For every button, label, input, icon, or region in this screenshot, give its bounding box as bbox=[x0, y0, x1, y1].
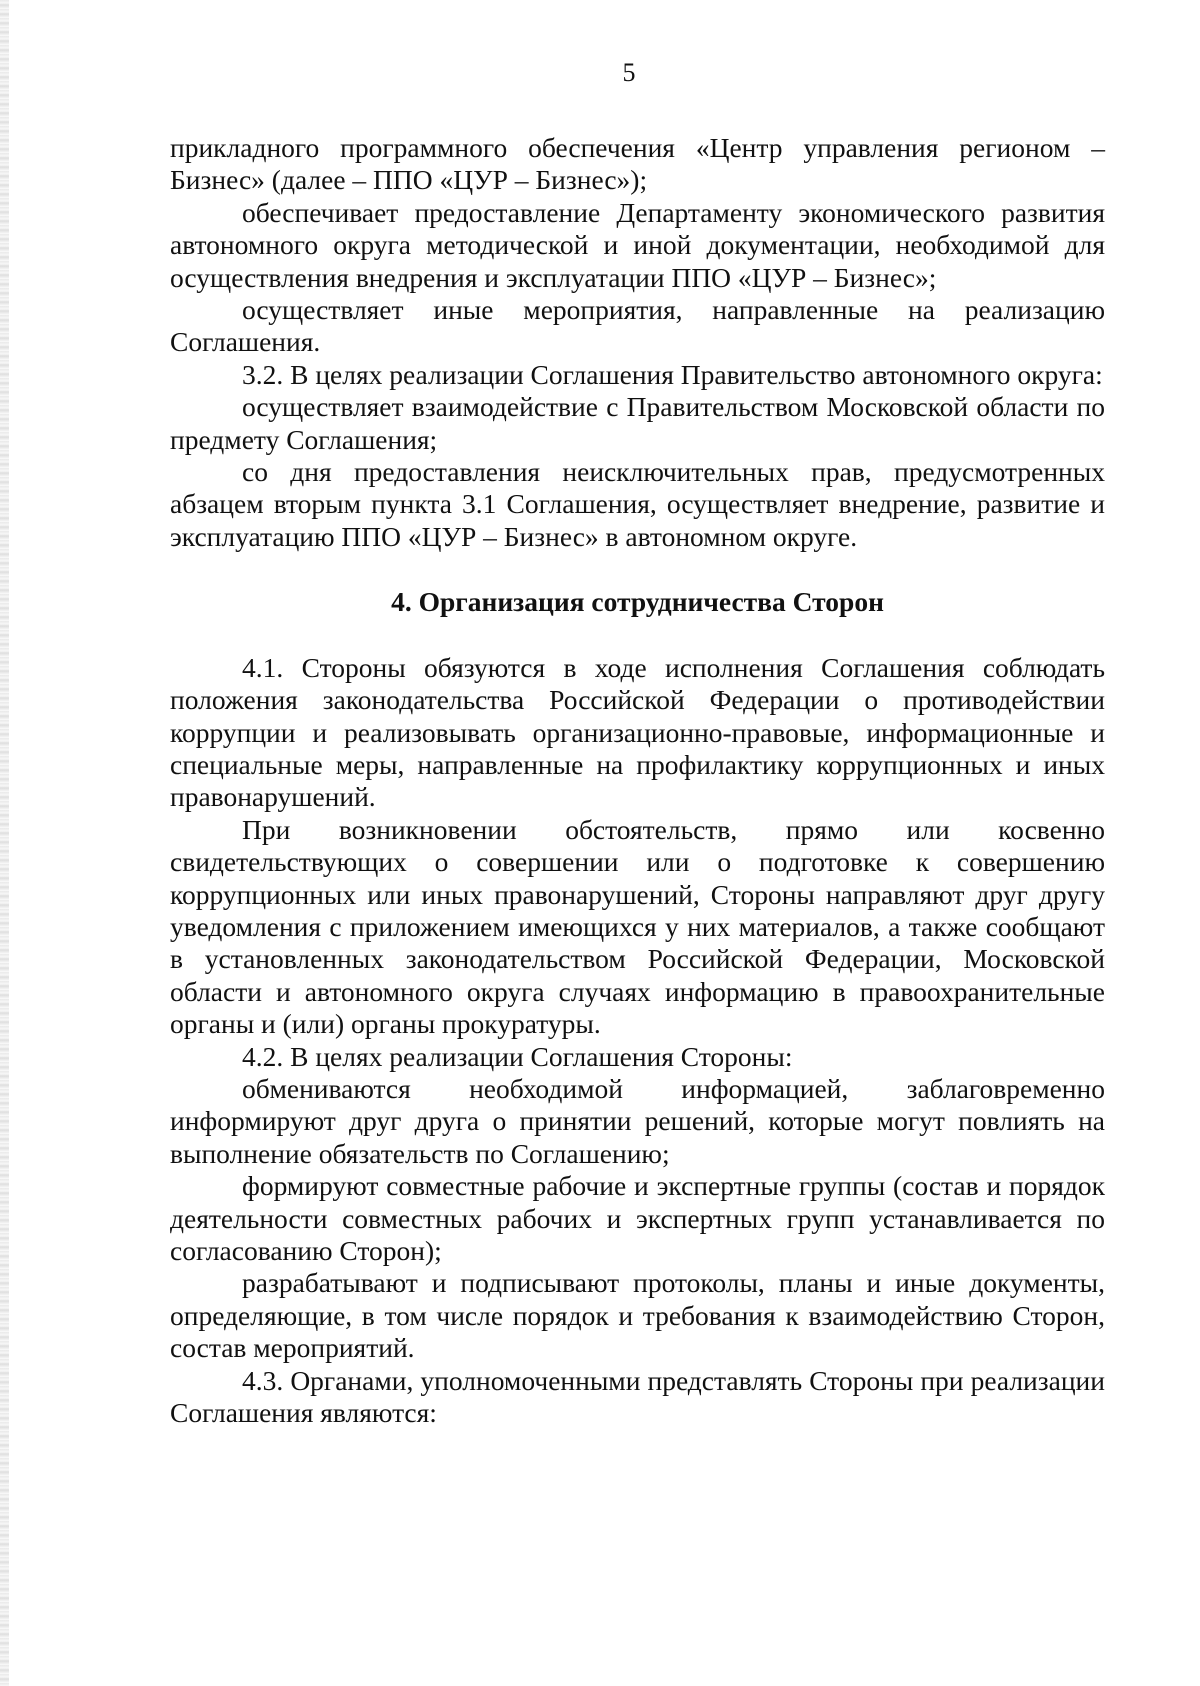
paragraph-4-1: 4.1. Стороны обязуются в ходе исполнения Соглашения соблюдать положения законодательства Российской Федерации о противодействии коррупции и реализовывать организационно-правовые, информационные и специальные меры, направленные на профилактику коррупционных и иных правонарушений. bbox=[170, 651, 1105, 813]
paragraph-interaction: осуществляет взаимодействие с Правительством Московской области по предмету Соглашения; bbox=[170, 391, 1105, 455]
paragraph-4-2: 4.2. В целях реализации Соглашения Стороны: bbox=[242, 1040, 793, 1072]
paragraph-4-3: 4.3. Органами, уполномоченными представлять Стороны при реализации Соглашения являются: bbox=[170, 1364, 1105, 1429]
paragraph-information-exchange: обмениваются необходимой информацией, заблаговременно информируют друг друга о принятии решений, которые могут повлиять на выполнение обязательств по Соглашению; bbox=[170, 1072, 1105, 1169]
scan-edge-artifact bbox=[0, 0, 9, 1686]
paragraph-3-2: 3.2. В целях реализации Соглашения Правительство автономного округа: bbox=[242, 358, 1103, 390]
paragraph-other-measures: осуществляет иные мероприятия, направленные на реализацию Соглашения. bbox=[170, 294, 1105, 358]
document-body bbox=[170, 132, 1105, 1429]
section-heading: 4. Организация сотрудничества Сторон bbox=[391, 586, 884, 618]
paragraph-software-name: прикладного программного обеспечения «Центр управления регионом – Бизнес» (далее – ППО «ЦУР – Бизнес»); bbox=[170, 132, 1105, 196]
paragraph-working-groups: формируют совместные рабочие и экспертные группы (состав и порядок деятельности совместных рабочих и экспертных групп устанавливается по согласованию Сторон); bbox=[170, 1170, 1105, 1266]
paragraph-protocols: разрабатывают и подписывают протоколы, планы и иные документы, определяющие, в том числе порядок и требования к взаимодействию Сторон, состав мероприятий. bbox=[170, 1267, 1105, 1364]
paragraph-documentation-provision: обеспечивает предоставление Департаменту экономического развития автономного округа методической и иной документации, необходимой для осуществления внедрения и эксплуатации ППО «ЦУР – Бизнес»; bbox=[170, 196, 1105, 293]
paragraph-corruption-notice: При возникновении обстоятельств, прямо или косвенно свидетельствующих о совершении или о подготовке к совершению коррупционных или иных правонарушений, Стороны направляют друг другу уведомления с приложением имеющихся у них материалов, а также сообщают в установленных законодательством Российской Федерации, Московской области и автономного округа случаях информацию в правоохранительные органы и (или) органы прокуратуры. bbox=[170, 813, 1105, 1040]
page-number: 5 bbox=[622, 58, 636, 87]
paragraph-implementation: со дня предоставления неисключительных прав, предусмотренных абзацем вторым пункта 3.1 Соглашения, осуществляет внедрение, развитие и эксплуатацию ППО «ЦУР – Бизнес» в автономном округе. bbox=[170, 456, 1105, 552]
